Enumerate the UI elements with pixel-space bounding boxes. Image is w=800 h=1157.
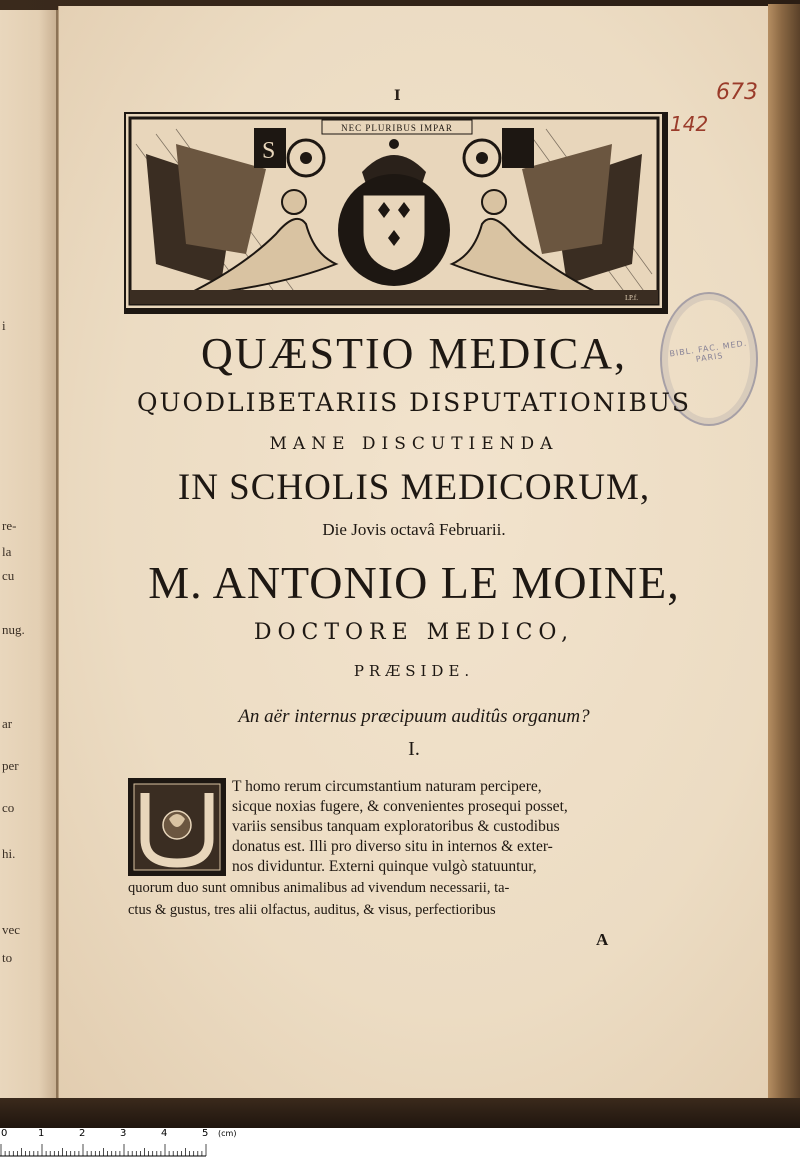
title-main: QUÆSTIO MEDICA, <box>201 329 627 378</box>
body-line: variis sensibus tanquam exploratoribus & custodibus <box>232 818 560 835</box>
ruler-label: 0 <box>1 1128 8 1139</box>
ruler-unit: (cm) <box>218 1129 237 1138</box>
left-page-fragment: per <box>2 758 19 773</box>
manuscript-number: 142 <box>670 112 709 136</box>
previous-page-edge <box>0 10 58 1098</box>
bottom-shadow <box>0 1098 800 1128</box>
body-line: nos dividuntur. Externi quinque vulgò statuuntur, <box>232 858 537 875</box>
left-page-fragment: ar <box>2 716 13 731</box>
section-number: I. <box>408 738 420 760</box>
stamp-text: BIBL. FAC. MED. PARIS <box>668 338 748 364</box>
left-page-fragment: cu <box>2 568 15 583</box>
body-line: ctus & gustus, tres alii olfactus, auditus, & visus, perfectioribus <box>128 902 496 918</box>
left-page-fragment: co <box>2 800 15 815</box>
scale-ruler <box>0 1128 800 1157</box>
left-page-fragment: la <box>2 544 12 559</box>
svg-text:S: S <box>262 138 276 164</box>
body-line: quorum duo sunt omnibus animalibus ad vivendum necessarii, ta- <box>128 880 510 896</box>
ruler-label: 4 <box>161 1128 168 1139</box>
left-page-fragment: to <box>2 950 13 965</box>
ruler-labels <box>0 1128 800 1142</box>
royal-arms-headpiece <box>124 112 668 314</box>
engraver-initials: I.P.f. <box>624 294 638 302</box>
title-subtitle: QUODLIBETARIIS DISPUTATIONIBUS <box>136 388 692 417</box>
left-page-fragment: vec <box>2 922 21 937</box>
ruler-label: 3 <box>120 1128 127 1139</box>
folio-number: I <box>394 88 401 104</box>
ruler-label: 2 <box>79 1128 86 1139</box>
decorated-initial <box>128 778 226 876</box>
body-line: sicque noxias fugere, & convenientes prosequi posset, <box>232 798 568 815</box>
praeses-name: M. ANTONIO LE MOINE, <box>148 557 680 608</box>
ruler-ticks <box>0 1142 210 1157</box>
praeses-title: DOCTORE MEDICO, <box>253 620 575 645</box>
title-date: Die Jovis octavâ Februarii. <box>322 520 506 539</box>
left-page-fragment: nug. <box>2 622 25 637</box>
ruler-label: 5 <box>202 1128 209 1139</box>
disputation-question: An aër internus præcipuum auditûs organum? <box>238 706 590 727</box>
headpiece-engraving <box>126 114 662 308</box>
motto-ribbon: NEC PLURIBUS IMPAR <box>341 123 453 133</box>
title-in-scholis: IN SCHOLIS MEDICORUM, <box>177 467 651 508</box>
page-fore-edge <box>768 4 800 1104</box>
initial-u-woodcut <box>129 779 225 875</box>
left-page-fragment: hi. <box>2 846 16 861</box>
ruler-label: 1 <box>38 1128 45 1139</box>
left-page-fragment: i <box>2 318 6 333</box>
praeside-label: PRÆSIDE. <box>353 662 475 680</box>
manuscript-shelfmark: 673 <box>716 80 758 105</box>
signature-mark: A <box>596 930 609 949</box>
body-line: donatus est. Illi pro diverso situ in internos & exter- <box>232 838 553 855</box>
body-line: T homo rerum circumstantium naturam percipere, <box>232 778 542 795</box>
left-page-fragment: re- <box>2 518 17 533</box>
title-mane-discutienda: MANE DISCUTIENDA <box>269 434 559 454</box>
